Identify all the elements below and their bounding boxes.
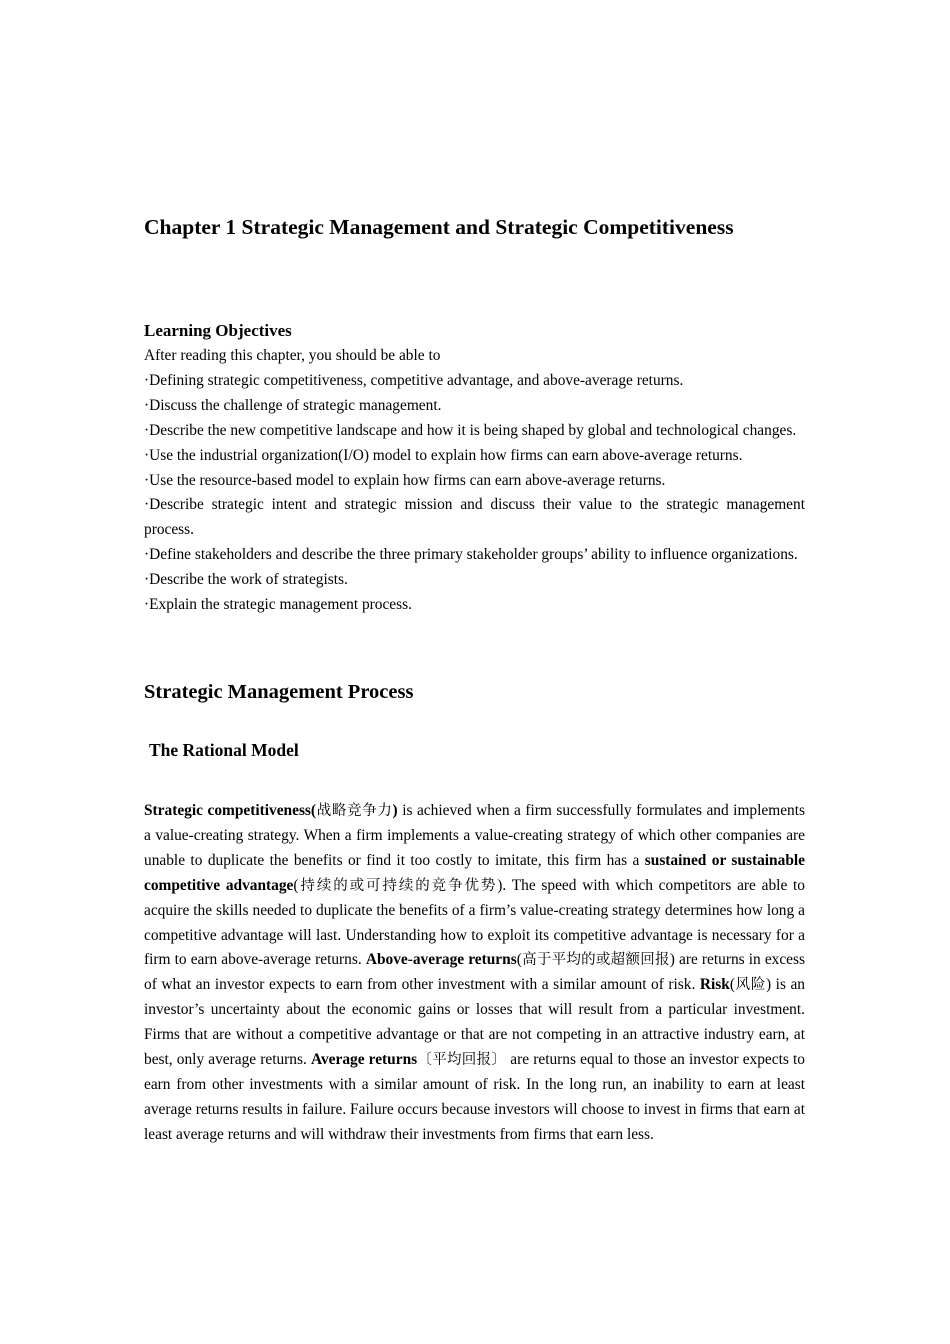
paren-open: (	[516, 951, 522, 969]
sub-heading: The Rational Model	[149, 740, 299, 760]
list-item: ·Use the industrial organization(I/O) model to explain how firms can earn above-average returns.	[144, 446, 743, 464]
body-paragraph	[144, 799, 805, 1148]
list-item: ·Defining strategic competitiveness, competitive advantage, and above-average returns.	[144, 371, 684, 389]
list-item: ·Define stakeholders and describe the three primary stakeholder groups’ ability to influence organizations.	[144, 546, 798, 564]
list-item: ·Explain the strategic management process.	[144, 596, 412, 614]
term-average-returns: Average returns	[310, 1051, 418, 1069]
chinese-gloss: 持续的或可持续的竞争优势	[298, 877, 498, 894]
list-item: ·Discuss the challenge of strategic management.	[144, 396, 442, 414]
paren-open: (	[293, 876, 299, 894]
learning-objectives-intro: After reading this chapter, you should be able to	[144, 347, 441, 364]
paren-open: (	[729, 976, 735, 994]
term-sustained-advantage: sustained or sustainable competitive advantage	[144, 851, 805, 894]
section-heading: Strategic Management Process	[144, 681, 414, 703]
learning-objectives-heading: Learning Objectives	[144, 321, 292, 340]
paragraph-text: ). The speed with which competitors are able to acquire the skills needed to duplicate the benefits of a firm’s value-creating strategy determines how long a competitive advantage will last. Understanding how to exploit its competitive advantage is necessary for a firm to earn above-average returns.	[144, 876, 805, 969]
list-item: ·Describe the work of strategists.	[144, 571, 348, 589]
paragraph-text: ) are returns in excess of what an investor expects to earn from other investment with a similar amount of risk.	[144, 951, 805, 994]
term-risk: Risk	[699, 976, 730, 994]
paragraph-text: are returns equal to those an investor expects to earn from other investments with a similar amount of risk. In the long run, an inability to earn at least average returns results in failure. Failure occurs because investors will choose to invest in firms that earn at least average returns and will withdraw their investments from firms that earn less.	[144, 1051, 805, 1143]
learning-objectives-list	[144, 344, 805, 618]
list-item: ·Describe the new competitive landscape and how it is being shaped by global and technological changes.	[144, 421, 797, 439]
chinese-gloss: 高于平均的或超额回报	[521, 952, 670, 969]
term-strategic-competitiveness: Strategic competitiveness(	[144, 802, 317, 819]
chinese-gloss: 〔平均回报〕	[417, 1052, 507, 1069]
list-item: ·Describe strategic intent and strategic mission and discuss their value to the strategic management process.	[144, 496, 805, 539]
paragraph-text: is achieved when a firm successfully formulates and implements a value-creating strategy. When a firm implements a value-creating strategy of which other companies are unable to duplicate the benefits or find it too costly to imitate, this firm has a	[144, 802, 805, 869]
paragraph-text: ) is an investor’s uncertainty about the economic gains or losses that will result from a particular investment. Firms that are without a competitive advantage or that are not competing in an attractive industry earn, at best, only average returns.	[144, 976, 805, 1069]
chapter-title: Chapter 1 Strategic Management and Strategic Competitiveness	[144, 215, 734, 239]
chinese-gloss: 风险	[734, 977, 767, 994]
paren-close: )	[392, 802, 398, 819]
term-above-average-returns: Above-average returns	[365, 951, 517, 969]
chinese-gloss: 战略竞争力	[316, 803, 393, 819]
list-item: ·Use the resource-based model to explain how firms can earn above-average returns.	[144, 471, 666, 489]
